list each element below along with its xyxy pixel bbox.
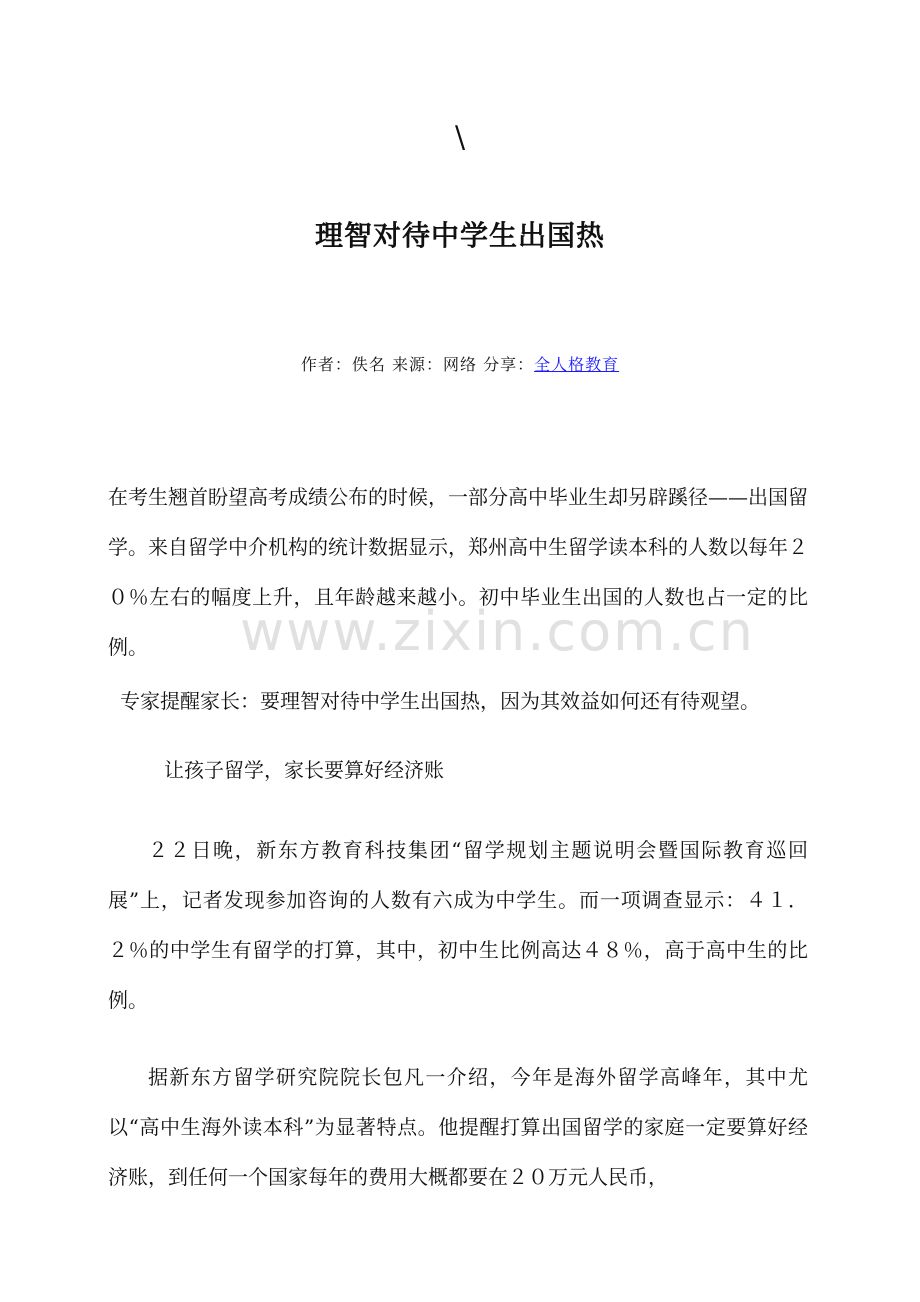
paragraph-cost: 据新东方留学研究院院长包凡一介绍，今年是海外留学高峰年，其中尤以“高中生海外读本科”为显著特点。他提醒打算出国留学的家庭一定要算好经济账，到任何一个国家每年的费用大概都要在２０万元人民币， bbox=[108, 1065, 808, 1189]
paragraph-intro: 在考生翘首盼望高考成绩公布的时候，一部分高中毕业生却另辟蹊径——出国留学。来自留学中介机构的统计数据显示，郑州高中生留学读本科的人数以每年２０％左右的幅度上升，且年龄越来越小。初中毕业生出国的人数也占一定的比例。 bbox=[108, 485, 808, 659]
page-title: 理智对待中学生出国热 bbox=[314, 219, 605, 252]
article-meta bbox=[0, 352, 920, 378]
backslash-mark: \ bbox=[454, 120, 466, 155]
meta-prefix: 作者：佚名 来源：网络 分享： bbox=[300, 355, 535, 374]
source-link[interactable]: 全人格教育 bbox=[534, 355, 620, 374]
section-heading: 让孩子留学，家长要算好经济账 bbox=[164, 758, 444, 782]
paragraph-survey: ２２日晚，新东方教育科技集团“留学规划主题说明会暨国际教育巡回展”上，记者发现参加咨询的人数有六成为中学生。而一项调查显示：４１．２％的中学生有留学的打算，其中，初中生比例高达４８％，高于高中生的比例。 bbox=[108, 838, 808, 1012]
watermark: www.zixin.com.cn bbox=[240, 600, 755, 663]
paragraph-expert-reminder: 专家提醒家长：要理智对待中学生出国热，因为其效益如何还有待观望。 bbox=[120, 689, 760, 713]
